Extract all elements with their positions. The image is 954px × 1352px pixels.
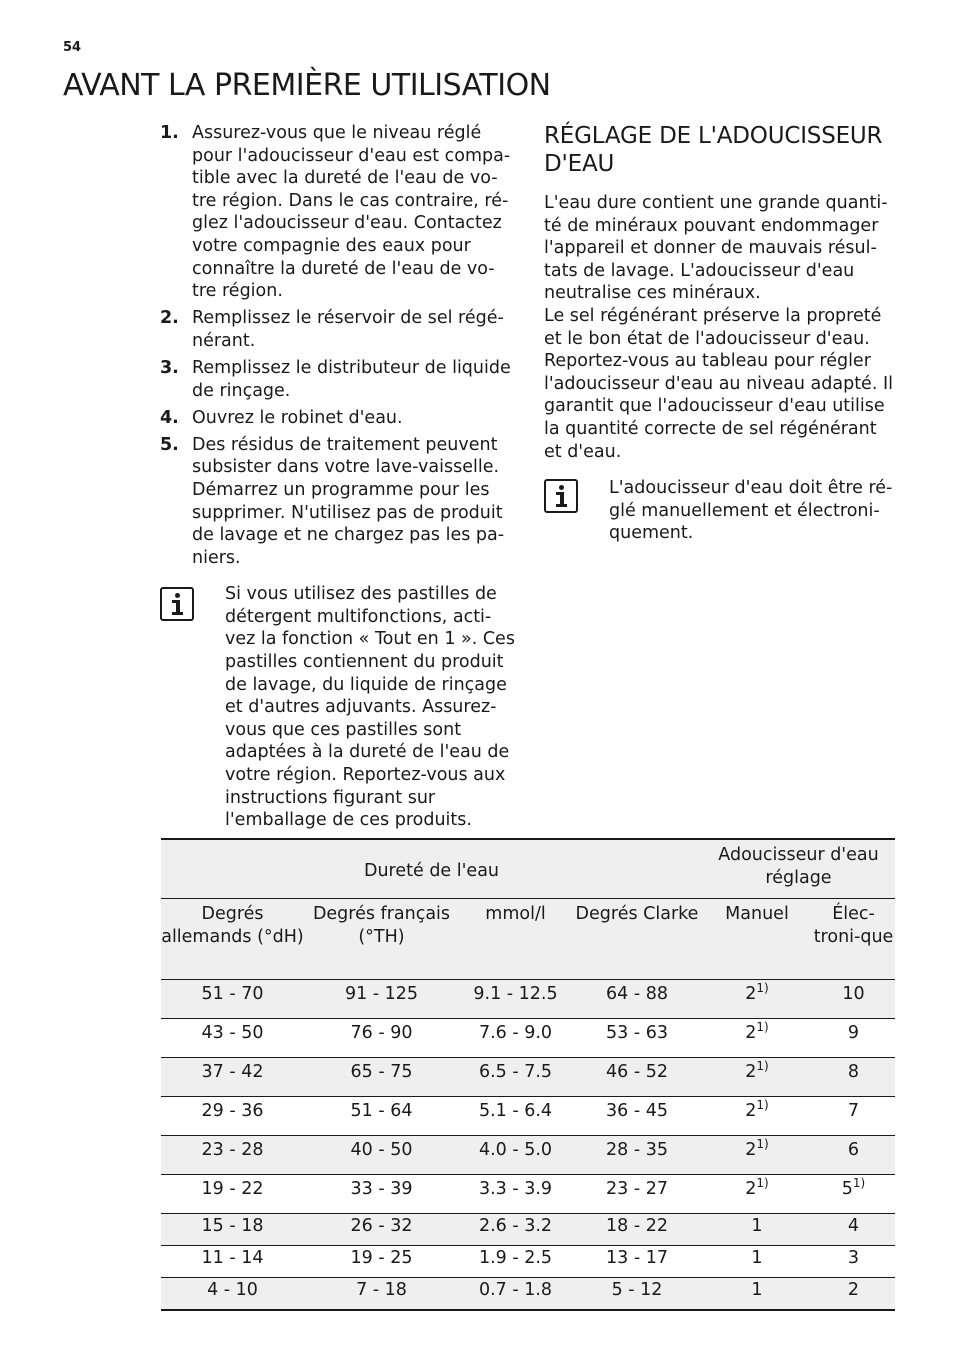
cell-manual: 2$^{1)}$ xyxy=(702,1097,812,1136)
cell-th: 40 - 50 xyxy=(304,1136,459,1175)
footnote-mark: 1) xyxy=(756,1020,769,1034)
cell-dh: 11 - 14 xyxy=(161,1246,304,1278)
footnote-mark: 1) xyxy=(756,1059,769,1073)
cell-electronic: 3 xyxy=(812,1246,895,1278)
step-text: Ouvrez le robinet d'eau. xyxy=(192,407,403,428)
cell-mmol: 4.0 - 5.0 xyxy=(459,1136,572,1175)
table-row xyxy=(161,980,895,1019)
cell-electronic: 2 xyxy=(812,1278,895,1311)
list-item xyxy=(160,307,515,352)
footnote-mark: 1) xyxy=(756,1098,769,1112)
header-water-hardness: Dureté de l'eau xyxy=(161,839,702,899)
page-title: AVANT LA PREMIÈRE UTILISATION xyxy=(63,68,551,103)
cell-manual: 2$^{1)}$ xyxy=(702,980,812,1019)
cell-mmol: 5.1 - 6.4 xyxy=(459,1097,572,1136)
cell-manual: 1 xyxy=(702,1246,812,1278)
cell-dh: 15 - 18 xyxy=(161,1214,304,1246)
cell-electronic: 8 xyxy=(812,1058,895,1097)
table-row xyxy=(161,1136,895,1175)
cell-clarke: 5 - 12 xyxy=(572,1278,702,1311)
cell-clarke: 13 - 17 xyxy=(572,1246,702,1278)
cell-th: 7 - 18 xyxy=(304,1278,459,1311)
cell-mmol: 6.5 - 7.5 xyxy=(459,1058,572,1097)
info-icon xyxy=(544,479,578,513)
table-row xyxy=(161,1278,895,1311)
cell-electronic: 6 xyxy=(812,1136,895,1175)
step-text: Des résidus de traitement peuvent subsister dans votre lave-vaisselle. Démarrez un programme pour les supprimer. N'utilisez pas de produit de lavage et ne chargez pas les pa-niers. xyxy=(192,434,505,568)
header-dh: Degrés allemands (°dH) xyxy=(161,899,304,980)
cell-electronic: 4 xyxy=(812,1214,895,1246)
list-item xyxy=(160,434,515,570)
list-item xyxy=(160,122,515,303)
info-icon xyxy=(160,587,194,621)
cell-mmol: 3.3 - 3.9 xyxy=(459,1175,572,1214)
list-item xyxy=(160,357,515,402)
cell-manual: 2$^{1)}$ xyxy=(702,1058,812,1097)
step-text: Remplissez le distributeur de liquide de rinçage. xyxy=(192,357,511,401)
footnote-mark: 1) xyxy=(756,981,769,995)
table-header-row xyxy=(161,839,895,899)
cell-clarke: 46 - 52 xyxy=(572,1058,702,1097)
cell-th: 26 - 32 xyxy=(304,1214,459,1246)
header-manual: Manuel xyxy=(702,899,812,980)
cell-manual: 1 xyxy=(702,1214,812,1246)
right-column xyxy=(544,122,896,545)
list-item xyxy=(160,407,515,430)
info-note xyxy=(160,583,515,832)
cell-manual: 2$^{1)}$ xyxy=(702,1136,812,1175)
cell-th: 76 - 90 xyxy=(304,1019,459,1058)
cell-dh: 37 - 42 xyxy=(161,1058,304,1097)
section-heading: RÉGLAGE DE L'ADOUCISSEUR D'EAU xyxy=(544,123,883,177)
cell-dh: 23 - 28 xyxy=(161,1136,304,1175)
step-text: Remplissez le réservoir de sel régé-nérant. xyxy=(192,308,504,351)
cell-clarke: 36 - 45 xyxy=(572,1097,702,1136)
cell-mmol: 9.1 - 12.5 xyxy=(459,980,572,1019)
cell-mmol: 2.6 - 3.2 xyxy=(459,1214,572,1246)
footnote-mark: 1) xyxy=(852,1176,866,1190)
cell-electronic: 5$^{1)}$ xyxy=(812,1175,895,1214)
cell-dh: 19 - 22 xyxy=(161,1175,304,1214)
cell-manual: 2$^{1)}$ xyxy=(702,1019,812,1058)
cell-clarke: 28 - 35 xyxy=(572,1136,702,1175)
table-row xyxy=(161,1097,895,1136)
step-number: 3. xyxy=(160,357,179,378)
table-header-row xyxy=(161,899,895,980)
table-row xyxy=(161,1019,895,1058)
cell-dh: 4 - 10 xyxy=(161,1278,304,1311)
footnote-mark: 1) xyxy=(756,1137,769,1151)
note-text: Si vous utilisez des pastilles de détergent multifonctions, acti-vez la fonction « Tout en 1 ». Ces pastilles contiennent du produit de lavage, du liquide de rinçage et d'autres adjuvants. Assurez-vous que ces pastilles sont adaptées à la dureté de l'eau de votre région. Reportez-vous aux instructions figurant sur l'emballage de ces produits. xyxy=(225,584,515,831)
cell-clarke: 53 - 63 xyxy=(572,1019,702,1058)
header-electronic: Élec-troni-que xyxy=(812,899,895,980)
cell-dh: 43 - 50 xyxy=(161,1019,304,1058)
cell-manual: 2$^{1)}$ xyxy=(702,1175,812,1214)
table-row xyxy=(161,1214,895,1246)
header-softener-setting: Adoucisseur d'eau réglage xyxy=(702,839,895,899)
cell-dh: 29 - 36 xyxy=(161,1097,304,1136)
cell-mmol: 1.9 - 2.5 xyxy=(459,1246,572,1278)
step-text: Assurez-vous que le niveau réglé pour l'adoucisseur d'eau est compa-tible avec la dureté de l'eau de vo-tre région. Dans le cas contraire, ré-glez l'adoucisseur d'eau. Contactez votre compagnie des eaux pour connaître la dureté de l'eau de vo-tre région. xyxy=(192,123,511,302)
step-number: 2. xyxy=(160,308,179,329)
paragraph: Le sel régénérant préserve la propreté et le bon état de l'adoucisseur d'eau. Reportez-vous au tableau pour régler l'adoucisseur d'eau au niveau adapté. Il garantit que l'adoucisseur d'eau utilise la quantité correcte de sel régénérant et d'eau. xyxy=(544,305,893,462)
cell-electronic: 9 xyxy=(812,1019,895,1058)
cell-manual: 1 xyxy=(702,1278,812,1311)
table-body xyxy=(161,980,895,1311)
header-mmol: mmol/l xyxy=(459,899,572,980)
step-number: 5. xyxy=(160,434,179,455)
cell-th: 51 - 64 xyxy=(304,1097,459,1136)
paragraph: L'eau dure contient une grande quanti-té de minéraux pouvant endommager l'appareil et donner de mauvais résul-tats de lavage. L'adoucisseur d'eau neutralise ces minéraux. xyxy=(544,193,888,304)
page-number: 54 xyxy=(63,40,82,55)
note-text: L'adoucisseur d'eau doit être ré-glé manuellement et électroni-quement. xyxy=(609,478,893,544)
cell-th: 19 - 25 xyxy=(304,1246,459,1278)
cell-th: 91 - 125 xyxy=(304,980,459,1019)
cell-dh: 51 - 70 xyxy=(161,980,304,1019)
step-number: 1. xyxy=(160,123,179,143)
table-row xyxy=(161,1246,895,1278)
left-column xyxy=(160,122,515,832)
table-row xyxy=(161,1058,895,1097)
info-note xyxy=(544,477,896,545)
cell-electronic: 7 xyxy=(812,1097,895,1136)
cell-clarke: 23 - 27 xyxy=(572,1175,702,1214)
footnote-mark: 1) xyxy=(756,1176,769,1190)
cell-clarke: 64 - 88 xyxy=(572,980,702,1019)
cell-clarke: 18 - 22 xyxy=(572,1214,702,1246)
cell-electronic: 10 xyxy=(812,980,895,1019)
cell-mmol: 7.6 - 9.0 xyxy=(459,1019,572,1058)
water-hardness-table xyxy=(161,838,895,1311)
steps-list xyxy=(160,122,515,569)
cell-th: 65 - 75 xyxy=(304,1058,459,1097)
header-th: Degrés français (°TH) xyxy=(304,899,459,980)
table-row xyxy=(161,1175,895,1214)
cell-mmol: 0.7 - 1.8 xyxy=(459,1278,572,1311)
step-number: 4. xyxy=(160,407,179,428)
header-clarke: Degrés Clarke xyxy=(572,899,702,980)
cell-th: 33 - 39 xyxy=(304,1175,459,1214)
